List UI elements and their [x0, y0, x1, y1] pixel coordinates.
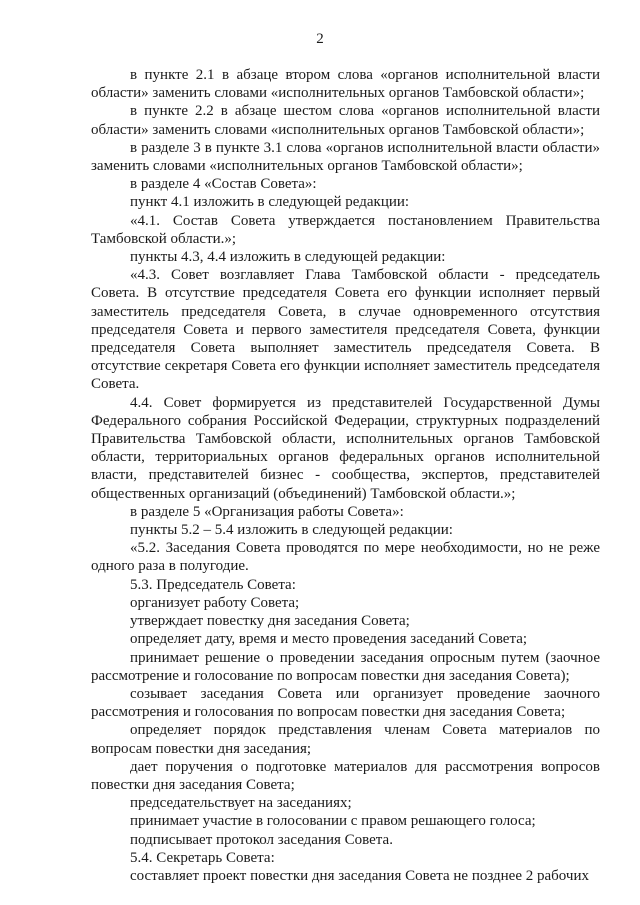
- paragraph: в разделе 4 «Состав Совета»:: [130, 176, 317, 193]
- paragraph: дает поручения о подготовке материалов для рассмотрения вопросов повестки дня заседания Совета;: [91, 758, 600, 793]
- paragraph: в пункте 2.2 в абзаце шестом слова «органов исполнительной власти области» заменить словами «исполнительных органов Тамбовской области»;: [91, 103, 600, 138]
- paragraph: составляет проект повестки дня заседания Совета не позднее 2 рабочих: [130, 867, 589, 884]
- page-number: 2: [316, 31, 324, 47]
- paragraph: в разделе 3 в пункте 3.1 слова «органов исполнительной власти области» заменить словами «исполнительных органов Тамбовской области»;: [91, 139, 600, 175]
- paragraph: пункт 4.1 изложить в следующей редакции:: [130, 194, 410, 211]
- paragraph: в разделе 5 «Организация работы Совета»:: [130, 503, 404, 520]
- document-body: [91, 66, 600, 885]
- paragraph: принимает решение о проведении заседания опросным путем (заочное рассмотрение и голосование по вопросам повестки дня заседания Совета);: [91, 649, 600, 684]
- paragraph: пункты 5.2 – 5.4 изложить в следующей редакции:: [130, 522, 453, 539]
- paragraph: 5.4. Секретарь Совета:: [130, 849, 275, 866]
- paragraph: созывает заседания Совета или организует проведение заочного рассмотрения и голосования по вопросам повестки дня заседания Совета;: [91, 685, 600, 721]
- paragraph: подписывает протокол заседания Совета.: [130, 831, 393, 848]
- paragraph: «5.2. Заседания Совета проводятся по мере необходимости, но не реже одного раза в полугодие.: [91, 540, 600, 575]
- paragraph: «4.1. Состав Совета утверждается постановлением Правительства Тамбовской области.»;: [91, 212, 600, 247]
- paragraph: в пункте 2.1 в абзаце втором слова «органов исполнительной власти области» заменить словами «исполнительных органов Тамбовской области»;: [91, 67, 600, 102]
- paragraph: председательствует на заседаниях;: [130, 795, 352, 812]
- paragraph: организует работу Совета;: [130, 594, 300, 611]
- paragraph: утверждает повестку дня заседания Совета;: [130, 613, 410, 630]
- paragraph: 5.3. Председатель Совета:: [130, 576, 296, 593]
- paragraph: пункты 4.3, 4.4 изложить в следующей редакции:: [130, 249, 446, 266]
- paragraph: 4.4. Совет формируется из представителей Государственной Думы Федерального собрания Российской Федерации, структурных подразделений Правительства Тамбовской области, исполнительных органов Тамбовской области, территориальных органов федеральных органов исполнительной власти, представителей бизнес - сообщества, экспертов, представителей общественных организаций (объединений) Тамбовской области.»;: [91, 394, 600, 502]
- paragraph: определяет порядок представления членам Совета материалов по вопросам повестки дня заседания;: [91, 722, 600, 757]
- paragraph: определяет дату, время и место проведения заседаний Совета;: [130, 631, 528, 648]
- paragraph: принимает участие в голосовании с правом решающего голоса;: [130, 813, 536, 830]
- paragraph: «4.3. Совет возглавляет Глава Тамбовской области - председатель Совета. В отсутствие председателя Совета его функции исполняет первый заместитель председателя Совета, в случае одновременного отсутствия председателя Совета и первого заместителя председателя Совета, функции председателя Совета выполняет заместитель председателя Совета. В отсутствие секретаря Совета его функции исполняет заместитель председателя Совета.: [91, 267, 600, 393]
